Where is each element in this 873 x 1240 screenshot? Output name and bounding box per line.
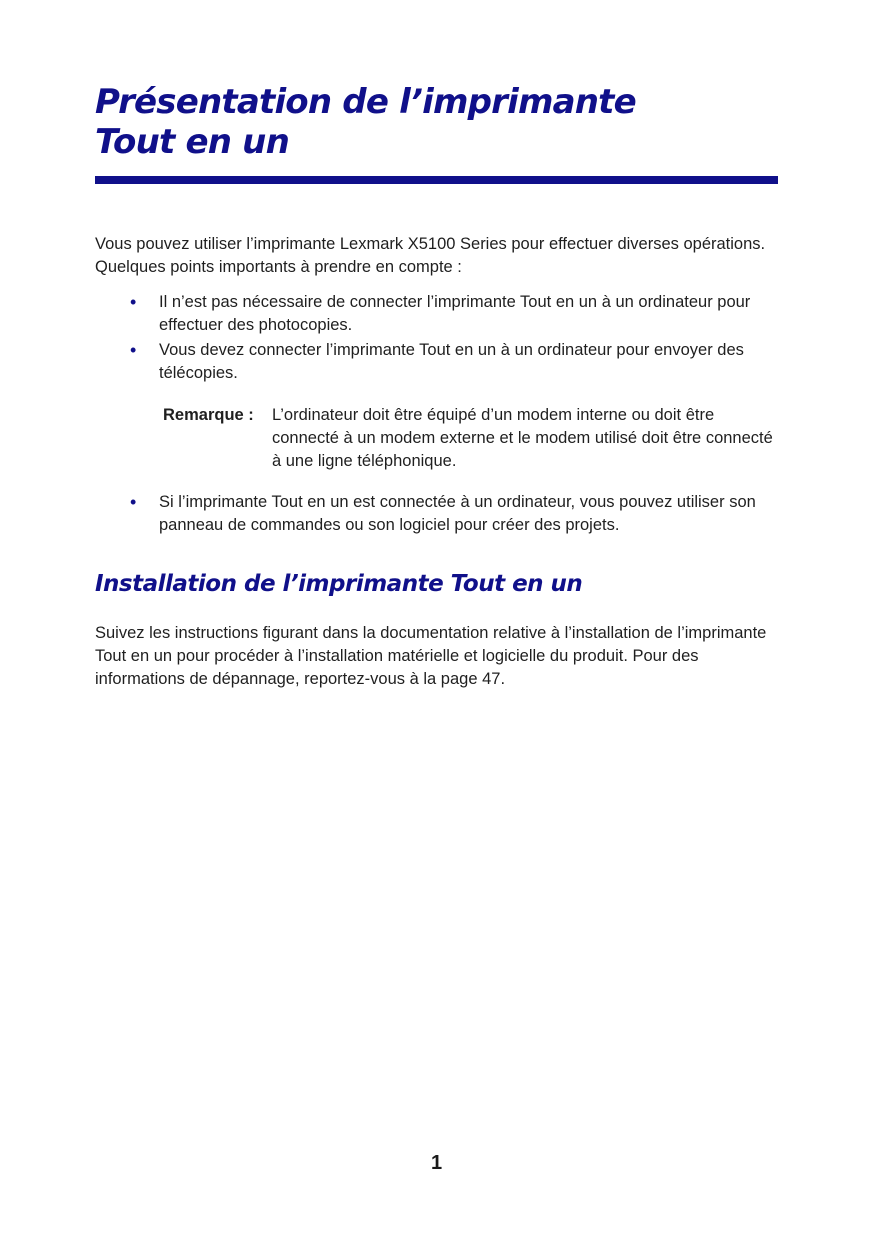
bullet-text: Si l’imprimante Tout en un est connectée à un ordinateur, vous pouvez utiliser son panneau de commandes ou son logiciel pour créer des projets. xyxy=(159,493,756,534)
page-title-line-2: Tout en un xyxy=(95,122,289,162)
bullet-icon: • xyxy=(130,340,137,360)
section-paragraph: Suivez les instructions figurant dans la documentation relative à l’installation de l’imprimante Tout en un pour procéder à l’installation matérielle et logicielle du produit. Pour des informations de dépannage, reportez-vous à la page 47. xyxy=(95,624,767,688)
bullet-item xyxy=(130,339,790,385)
note-text: L’ordinateur doit être équipé d’un modem interne ou doit être connecté à un modem externe et le modem utilisé doit être connecté à une ligne téléphonique. xyxy=(272,406,773,470)
bullet-icon: • xyxy=(130,492,137,512)
section-heading: Installation de l’imprimante Tout en un xyxy=(95,571,583,597)
bullet-text: Il n’est pas nécessaire de connecter l’imprimante Tout en un à un ordinateur pour effectuer des photocopies. xyxy=(159,293,751,334)
bullet-item xyxy=(130,491,790,537)
bullet-text: Vous devez connecter l’imprimante Tout en un à un ordinateur pour envoyer des télécopies. xyxy=(159,341,744,382)
note-label: Remarque : xyxy=(163,406,254,424)
page-title xyxy=(95,82,636,162)
bullet-icon: • xyxy=(130,292,137,312)
bullet-list-after-note xyxy=(130,491,790,539)
bullet-item xyxy=(130,291,790,337)
page-title-line-1: Présentation de l’imprimante xyxy=(95,82,636,122)
title-divider xyxy=(95,176,778,184)
intro-paragraph: Vous pouvez utiliser l’imprimante Lexmark X5100 Series pour effectuer diverses opérations. Quelques points importants à prendre en compte : xyxy=(95,235,766,276)
page-number: 1 xyxy=(430,1152,443,1174)
bullet-list xyxy=(130,291,790,387)
